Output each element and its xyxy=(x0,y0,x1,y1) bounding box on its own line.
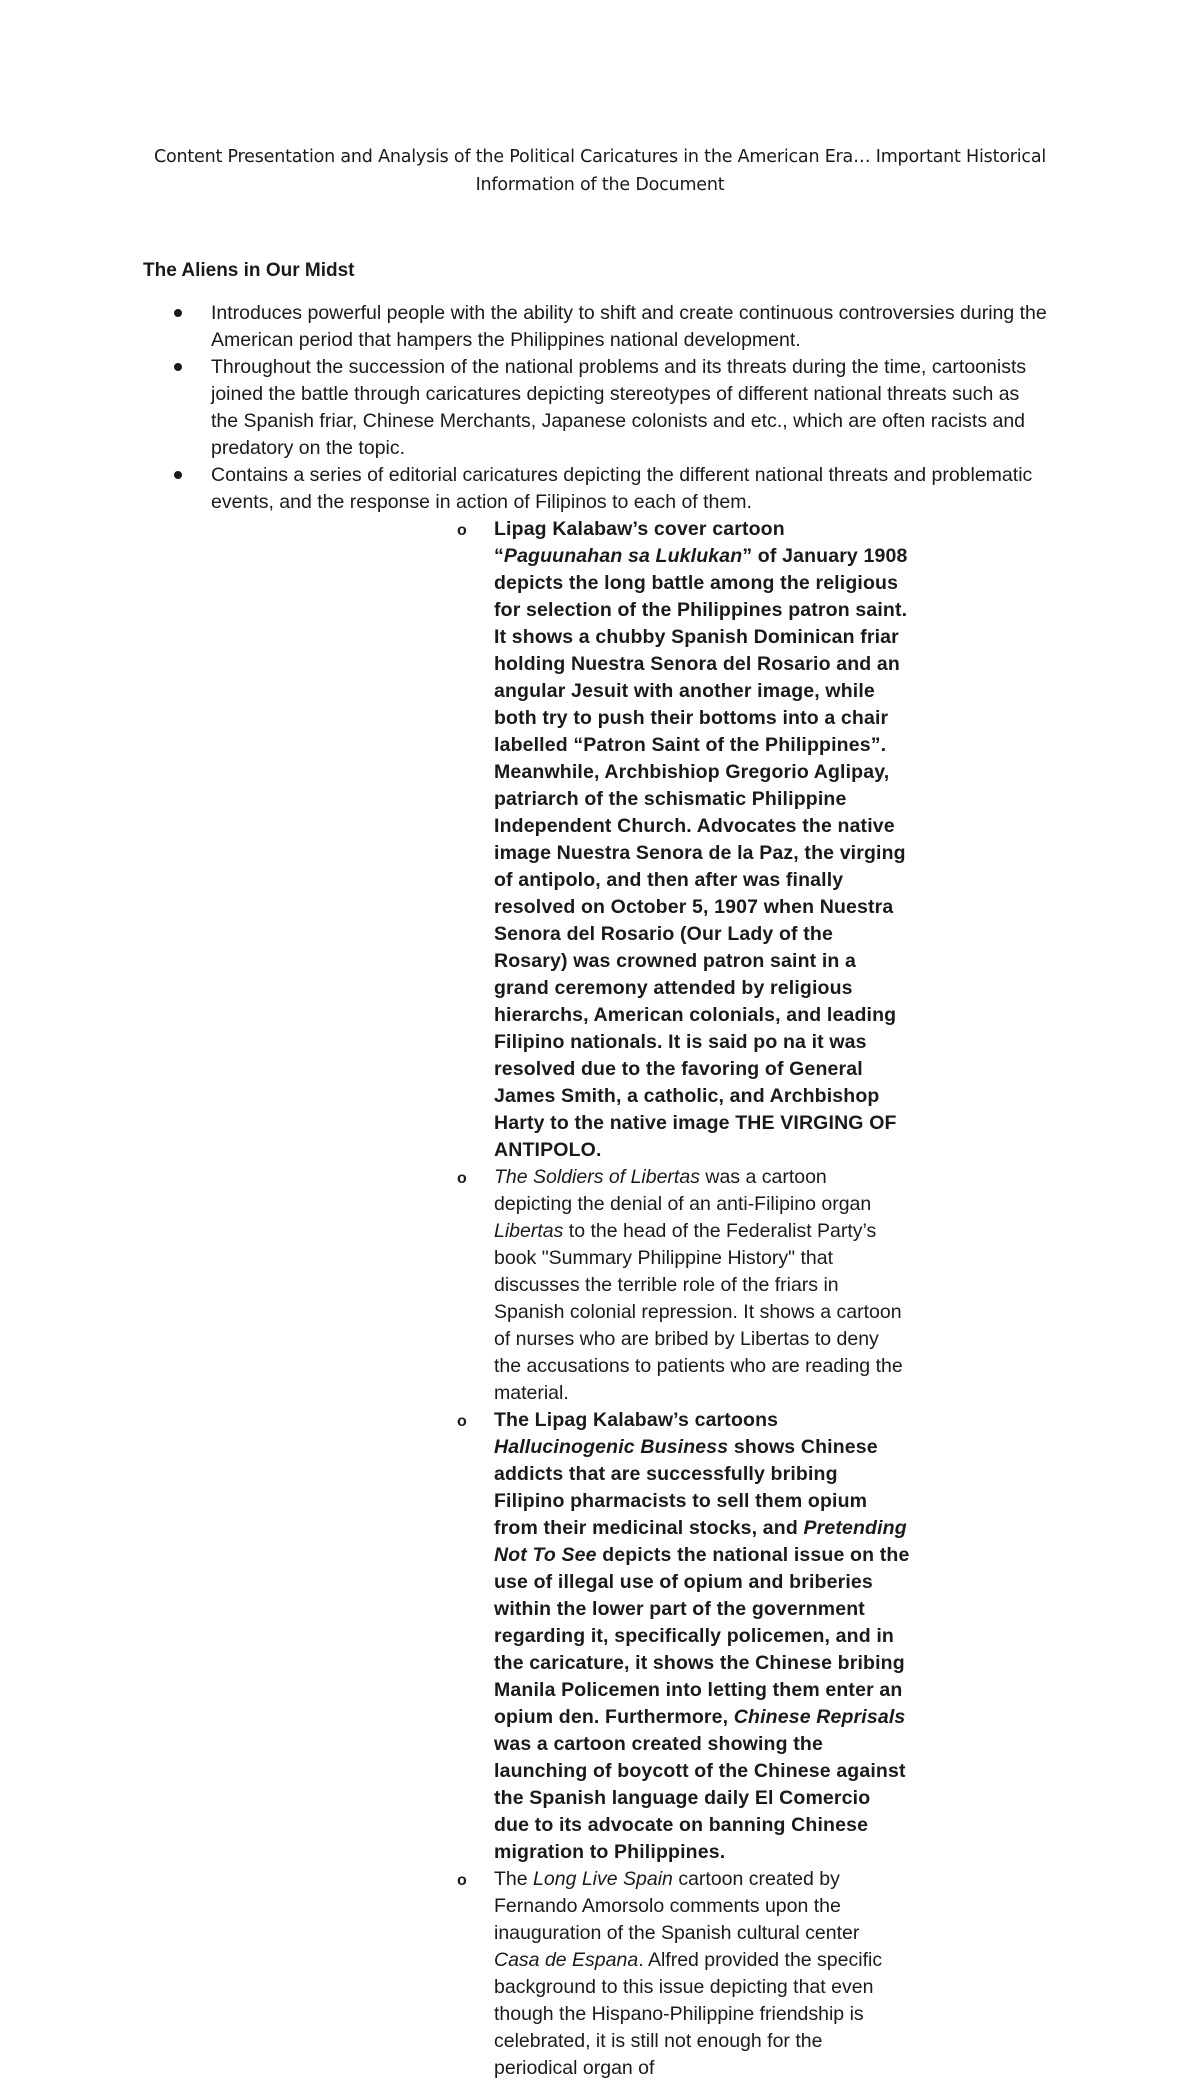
sub-bullet-icon: o xyxy=(457,1872,467,1889)
sub-item-hallucinogenic-business xyxy=(211,1407,1050,1866)
cartoon-title: Pretending Not To See xyxy=(494,1517,907,1566)
bullet-item xyxy=(0,354,1200,462)
sub-item-paguunahan xyxy=(211,516,1050,1164)
text-run: ” of January 1908 depicts the long battle among the religious for selection of the Philippines patron saint. It shows a chubby Spanish Dominican friar holding Nuestra Senora del Rosario and an angular Jesuit with another image, while both try to push their bottoms into a chair labelled “Patron Saint of the Philippines”. Meanwhile, Archbishiop Gregorio Aglipay, patriarch of the schismatic Philippine Independent Church. Advocates the native image Nuestra Senora de la Paz, the virging of antipolo, and then after was finally resolved on October 5, 1907 when Nuestra Senora del Rosario (Our Lady of the Rosary) was crowned patron saint in a grand ceremony attended by religious hierarchs, American colonials, and leading Filipino nationals. It is said po na it was resolved due to the favoring of General James Smith, a catholic, and Archbishop Harty to the native image THE VIRGING OF ANTIPOLO. xyxy=(494,545,908,1161)
text-run: cartoon created by Fernando Amorsolo comments upon the inauguration of the Spanish cultural center xyxy=(494,1868,860,1944)
bullet-icon xyxy=(174,363,182,371)
text-run: The xyxy=(494,1868,534,1890)
sub-item-text xyxy=(494,1409,909,1863)
bullet-item xyxy=(0,462,1200,2082)
text-run: was a cartoon depicting the denial of an anti-Filipino organ xyxy=(494,1166,872,1215)
cartoon-title: Hallucinogenic Business xyxy=(494,1436,729,1458)
text-run: to the head of the Federalist Party’s book "Summary Philippine History" that discusses the terrible role of the friars in Spanish colonial repression. It shows a cartoon of nurses who are bribed by Libertas to deny the accusations to patients who are reading the material. xyxy=(494,1220,903,1404)
text-run: The Lipag Kalabaw’s cartoons xyxy=(494,1409,779,1431)
bullet-text: Introduces powerful people with the ability to shift and create continuous controversies during the American period that hampers the Philippines national development. xyxy=(211,302,1047,351)
bullet-text: Throughout the succession of the national problems and its threats during the time, cartoonists joined the battle through caricatures depicting stereotypes of different national threats such as the Spanish friar, Chinese Merchants, Japanese colonists and etc., which are often racists and predatory on the topic. xyxy=(211,356,1027,459)
bullet-icon xyxy=(174,309,182,317)
cartoon-title: The Soldiers of Libertas xyxy=(494,1166,700,1188)
sub-item-long-live-spain xyxy=(211,1866,1050,2082)
sub-bullet-icon: o xyxy=(457,522,467,539)
text-run: was a cartoon created showing the launching of boycott of the Chinese against the Spanish language daily El Comercio due to its advocate on banning Chinese migration to Philippines. xyxy=(494,1733,906,1863)
bullet-item xyxy=(0,300,1200,354)
cartoon-title: Long Live Spain xyxy=(533,1868,673,1890)
sub-bullet-icon: o xyxy=(457,1170,467,1187)
text-run: Lipag Kalabaw’s cover cartoon “ xyxy=(494,518,785,567)
text-run: . Alfred provided the specific background to this issue depicting that even though the Hispano-Philippine friendship is celebrated, it is still not enough for the periodical organ of xyxy=(494,1949,883,2079)
sub-item-text xyxy=(494,1868,882,2079)
cartoon-title: Paguunahan sa Luklukan xyxy=(503,545,743,567)
bullet-text: Contains a series of editorial caricatures depicting the different national threats and problematic events, and the response in action of Filipinos to each of them. xyxy=(211,464,1033,513)
document-title: Content Presentation and Analysis of the Political Caricatures in the American Era… Important Historical Information of the Document xyxy=(153,147,1047,195)
bullet-list xyxy=(0,300,1200,2082)
bullet-icon xyxy=(174,471,182,479)
sub-item-text xyxy=(494,518,907,1161)
sub-bullet-list xyxy=(211,516,1050,2082)
text-run: shows Chinese addicts that are successfully bribing Filipino pharmacists to sell them opium from their medicinal stocks, and xyxy=(494,1436,878,1539)
document-body xyxy=(0,300,1200,2082)
venue-name: Casa de Espana xyxy=(494,1949,639,1971)
sub-item-soldiers-of-libertas xyxy=(211,1164,1050,1407)
sub-bullet-icon: o xyxy=(457,1413,467,1430)
organ-name: Libertas xyxy=(494,1220,564,1242)
sub-item-text xyxy=(494,1166,903,1404)
text-run: depicts the national issue on the use of illegal use of opium and briberies within the lower part of the government regarding it, specifically policemen, and in the caricature, it shows the Chinese bribing Manila Policemen into letting them enter an opium den. Furthermore, xyxy=(494,1544,910,1728)
cartoon-title: Chinese Reprisals xyxy=(733,1706,906,1728)
section-heading: The Aliens in Our Midst xyxy=(143,260,355,281)
